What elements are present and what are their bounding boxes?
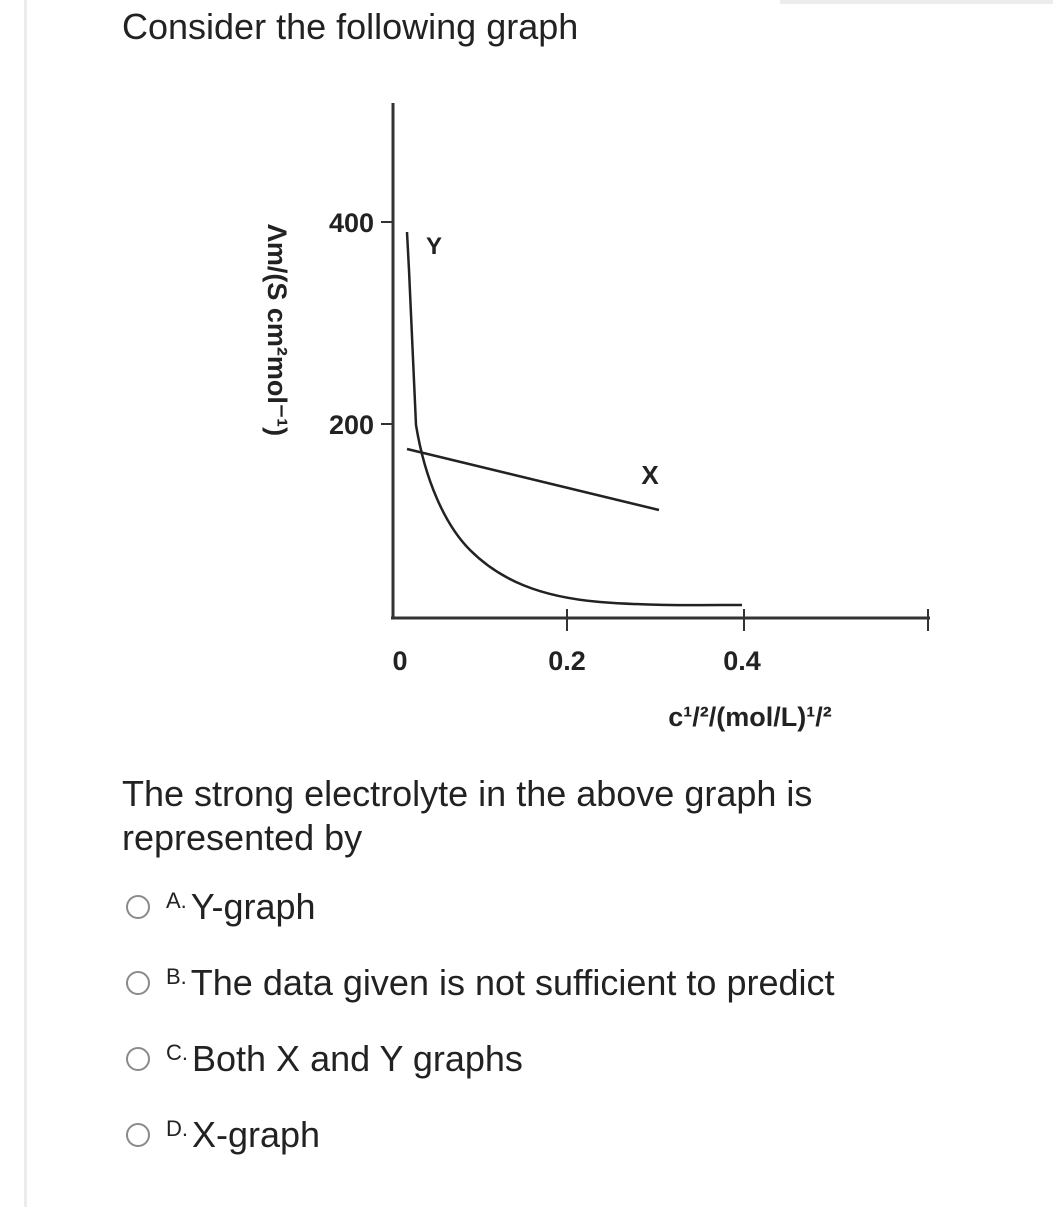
option-c[interactable]	[126, 1038, 523, 1080]
option-d[interactable]	[126, 1114, 320, 1156]
series-labels	[426, 233, 659, 490]
y-tick-label-200: 200	[328, 410, 374, 440]
x-tick-label-0-2: 0.2	[548, 646, 586, 676]
data-series	[407, 232, 742, 605]
option-b[interactable]	[126, 962, 835, 1004]
x-tick-label-0-4: 0.4	[723, 646, 761, 676]
option-letter: B.	[166, 964, 187, 989]
option-label: X-graph	[192, 1114, 321, 1155]
x-tick-label-0: 0	[392, 646, 408, 676]
radio-button[interactable]	[126, 895, 150, 919]
series-label-y: Y	[425, 233, 443, 260]
radio-button[interactable]	[126, 1123, 150, 1147]
axis-labels	[262, 208, 832, 732]
option-label: Both X and Y graphs	[192, 1038, 523, 1079]
series-y-curve	[407, 232, 742, 605]
prompt-text: Consider the following graph	[122, 6, 579, 47]
option-letter: A.	[166, 888, 187, 913]
option-letter: C.	[166, 1040, 188, 1065]
x-axis-title: c¹/²/(mol/L)¹/²	[668, 702, 832, 732]
option-letter: D.	[166, 1116, 188, 1141]
axes	[381, 103, 930, 631]
option-label: The data given is not sufficient to predict	[190, 962, 835, 1003]
option-label: Y-graph	[190, 886, 316, 927]
option-a[interactable]	[126, 886, 316, 928]
y-tick-label-400: 400	[328, 208, 374, 238]
radio-button[interactable]	[126, 1047, 150, 1071]
y-axis-title: Λm/(S cm²mol⁻¹)	[262, 223, 292, 437]
series-label-x: X	[641, 460, 659, 490]
radio-button[interactable]	[126, 971, 150, 995]
question-text: The strong electrolyte in the above graph is represented by	[122, 773, 813, 858]
series-x-line	[407, 449, 659, 510]
